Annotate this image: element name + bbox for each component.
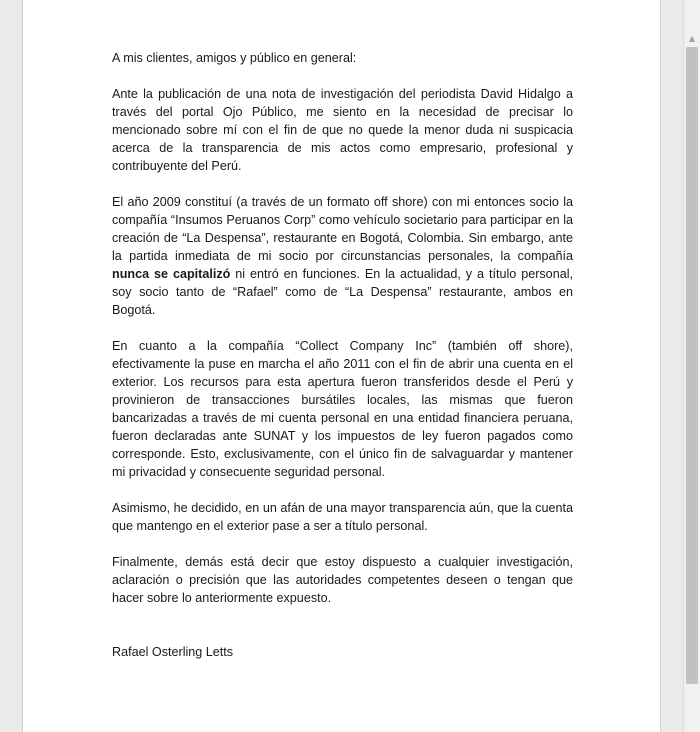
scroll-thumb[interactable] [686, 47, 698, 684]
paragraph-2-emphasis: nunca se capitalizó [112, 267, 231, 281]
paragraph-2-text-end: ni entró en funciones. En la actualidad, y a título personal, soy socio tanto de “Rafael” como de “La Despensa” restaurante, ambos en Bogotá. [112, 267, 573, 317]
paragraph-2-text-start: El año 2009 constituí (a través de un formato off shore) con mi entonces socio la compañía “Insumos Peruanos Corp” como vehículo societario para participar en la creación de “La Despensa”, restaurante en Bogotá, Colombia. Sin embargo, ante la partida inmediata de mi socio por circunstancias personales, la compañía [112, 195, 573, 263]
letter-body [112, 49, 573, 679]
letter-paragraph-4: Asimismo, he decidido, en un afán de una mayor transparencia aún, que la cuenta que mantengo en el exterior pase a ser a título personal. [112, 501, 573, 533]
letter-paragraph-5: Finalmente, demás está decir que estoy dispuesto a cualquier investigación, aclaración o precisión que las autoridades competentes deseen o tengan que hacer sobre lo anteriormente expuesto. [112, 555, 573, 605]
vertical-scrollbar[interactable] [683, 0, 700, 732]
letter-paragraph-1: Ante la publicación de una nota de investigación del periodista David Hidalgo a través del portal Ojo Público, me siento en la necesidad de precisar lo mencionado sobre mí con el fin de que no quede la menor duda ni suspicacia acerca de la transparencia de mis actos como empresario, profesional y contribuyente del Perú. [112, 87, 573, 173]
document-page [22, 0, 661, 732]
letter-paragraph-2 [112, 193, 573, 319]
letter-greeting: A mis clientes, amigos y público en general: [112, 51, 357, 65]
chevron-up-icon[interactable]: ▲ [688, 33, 696, 43]
letter-paragraph-3: En cuanto a la compañía “Collect Company Inc” (también off shore), efectivamente la puse en marcha el año 2011 con el fin de abrir una cuenta en el exterior. Los recursos para esta apertura fueron transferidos desde el Perú y provinieron de transacciones bursátiles locales, las mismas que fueron bancarizadas a través de mi cuenta personal en una entidad financiera peruana, fueron declaradas ante SUNAT y los impuestos de ley fueron pagados como corresponde. Esto, exclusivamente, con el único fin de salvaguardar y mantener mi privacidad y consecuente seguridad personal. [112, 339, 573, 479]
letter-signature: Rafael Osterling Letts [112, 645, 234, 659]
